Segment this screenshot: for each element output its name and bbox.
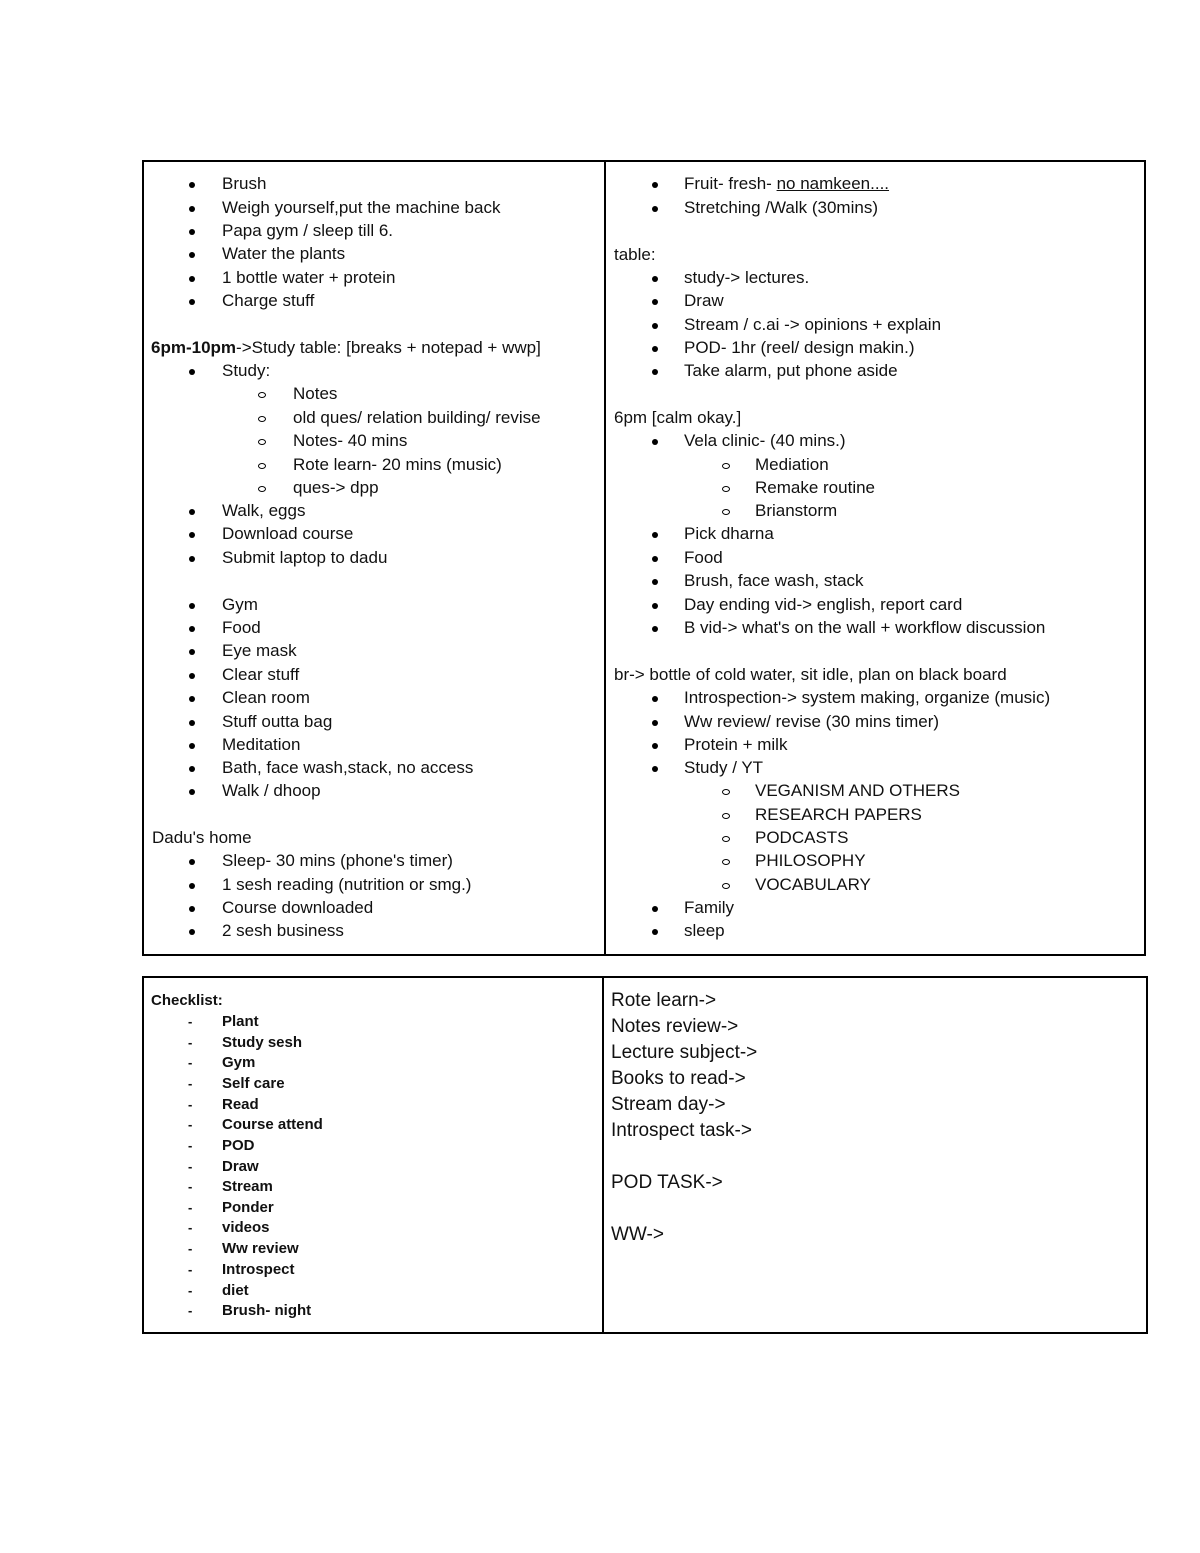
list-item: Brush, face wash, stack xyxy=(684,571,864,590)
sub-item: Brianstorm xyxy=(755,501,838,520)
sub-item: ques-> dpp xyxy=(293,478,379,497)
checklist-table xyxy=(142,976,1148,1334)
sub-item: PODCASTS xyxy=(755,828,849,847)
bullet xyxy=(652,579,658,585)
review-line: Introspect task-> xyxy=(611,1120,752,1141)
list-item: Food xyxy=(684,548,723,567)
dadu-heading: Dadu's home xyxy=(152,828,252,847)
ww-line: WW-> xyxy=(611,1224,664,1245)
bullet xyxy=(652,766,658,772)
review-line: Rote learn-> xyxy=(611,990,717,1011)
bullet xyxy=(189,673,195,679)
checklist-item: Draw xyxy=(222,1158,259,1175)
list-item: Download course xyxy=(222,524,354,543)
study-heading xyxy=(151,338,541,358)
review-line: Books to read-> xyxy=(611,1068,746,1089)
list-item: Food xyxy=(222,618,261,637)
dash-marker: - xyxy=(188,1076,193,1091)
bullet xyxy=(189,556,195,562)
list-item: Take alarm, put phone aside xyxy=(684,361,898,380)
study-heading-rest: ->Study table: [breaks + notepad + wwp] xyxy=(236,338,541,357)
routine-table xyxy=(142,160,1146,956)
checklist-item: POD xyxy=(222,1137,255,1154)
sub-bullet xyxy=(258,392,266,398)
bullet xyxy=(652,206,658,212)
dash-marker: - xyxy=(188,1035,193,1050)
bullet xyxy=(189,626,195,632)
bullet xyxy=(189,929,195,935)
sub-bullet xyxy=(722,883,730,889)
checklist-item: Read xyxy=(222,1096,259,1113)
list-item: Ww review/ revise (30 mins timer) xyxy=(684,712,940,731)
bullet xyxy=(652,556,658,562)
checklist-cell xyxy=(144,978,602,1332)
review-cell xyxy=(604,978,1146,1332)
sixpm-heading: 6pm [calm okay.] xyxy=(614,408,742,427)
list-item: 1 bottle water + protein xyxy=(222,268,396,287)
bullet xyxy=(652,603,658,609)
sub-item: old ques/ relation building/ revise xyxy=(293,408,541,427)
sub-bullet xyxy=(722,813,730,819)
sub-item: Notes xyxy=(293,384,338,403)
bullet xyxy=(189,720,195,726)
list-item: Clean room xyxy=(222,688,310,707)
bullet xyxy=(189,252,195,258)
dash-marker: - xyxy=(188,1241,193,1256)
pod-task-line: POD TASK-> xyxy=(611,1172,723,1193)
bullet xyxy=(652,929,658,935)
bullet xyxy=(189,766,195,772)
sub-bullet xyxy=(722,486,730,492)
checklist-item: diet xyxy=(222,1282,249,1299)
fruit-underlined: no namkeen.... xyxy=(776,174,890,193)
list-item: Clear stuff xyxy=(222,665,300,684)
bullet xyxy=(189,789,195,795)
dash-marker: - xyxy=(188,1262,193,1277)
dash-marker: - xyxy=(188,1200,193,1215)
list-item: Stuff outta bag xyxy=(222,712,333,731)
review-line: Stream day-> xyxy=(611,1094,726,1115)
bullet xyxy=(189,649,195,655)
sub-bullet xyxy=(258,439,266,445)
table-heading: table: xyxy=(614,245,656,264)
bullet xyxy=(652,439,658,445)
dash-marker: - xyxy=(188,1014,193,1029)
list-item: B vid-> what's on the wall + workflow discussion xyxy=(684,618,1046,637)
list-item: Stream / c.ai -> opinions + explain xyxy=(684,315,942,334)
bullet xyxy=(652,696,658,702)
list-item: Sleep- 30 mins (phone's timer) xyxy=(222,851,453,870)
checklist-item: Self care xyxy=(222,1075,285,1092)
bullet xyxy=(652,276,658,282)
list-item: Introspection-> system making, organize (music) xyxy=(684,688,1051,707)
bullet xyxy=(189,206,195,212)
checklist-item: Stream xyxy=(222,1178,273,1195)
list-item: Brush xyxy=(222,174,267,193)
bullet xyxy=(652,182,658,188)
list-item xyxy=(684,174,889,194)
checklist-item: Introspect xyxy=(222,1261,295,1278)
bullet xyxy=(652,906,658,912)
br-heading: br-> bottle of cold water, sit idle, plan on black board xyxy=(614,665,1007,684)
dash-marker: - xyxy=(188,1138,193,1153)
dash-marker: - xyxy=(188,1179,193,1194)
list-item: 1 sesh reading (nutrition or smg.) xyxy=(222,875,472,894)
right-cell xyxy=(606,162,1144,954)
list-item: Submit laptop to dadu xyxy=(222,548,388,567)
checklist-item: Gym xyxy=(222,1054,256,1071)
checklist-item: Course attend xyxy=(222,1116,323,1133)
bullet xyxy=(652,743,658,749)
bullet xyxy=(652,626,658,632)
list-item: Vela clinic- (40 mins.) xyxy=(684,431,846,450)
sub-item: VOCABULARY xyxy=(755,875,871,894)
sub-bullet xyxy=(258,486,266,492)
study-heading-time: 6pm-10pm xyxy=(151,338,237,357)
list-item: Gym xyxy=(222,595,258,614)
list-item: Day ending vid-> english, report card xyxy=(684,595,963,614)
checklist-item: Brush- night xyxy=(222,1302,312,1319)
dash-marker: - xyxy=(188,1303,193,1318)
bullet xyxy=(189,532,195,538)
bullet xyxy=(189,883,195,889)
checklist-item: Plant xyxy=(222,1013,259,1030)
list-item: Protein + milk xyxy=(684,735,788,754)
sub-bullet xyxy=(722,859,730,865)
sub-item: PHILOSOPHY xyxy=(755,851,866,870)
list-item: 2 sesh business xyxy=(222,921,344,940)
list-item: Study / YT xyxy=(684,758,764,777)
list-item: Meditation xyxy=(222,735,301,754)
sub-item: RESEARCH PAPERS xyxy=(755,805,922,824)
bullet xyxy=(652,346,658,352)
bullet xyxy=(189,696,195,702)
bullet xyxy=(652,532,658,538)
checklist-title: Checklist: xyxy=(151,992,223,1009)
list-item: Water the plants xyxy=(222,244,346,263)
checklist-item: Study sesh xyxy=(222,1034,303,1051)
bullet xyxy=(189,603,195,609)
sub-item: Remake routine xyxy=(755,478,876,497)
dash-marker: - xyxy=(188,1283,193,1298)
list-item: Pick dharna xyxy=(684,524,774,543)
sub-item: Notes- 40 mins xyxy=(293,431,408,450)
list-item: Walk / dhoop xyxy=(222,781,321,800)
list-item: Stretching /Walk (30mins) xyxy=(684,198,878,217)
bullet xyxy=(189,509,195,515)
dash-marker: - xyxy=(188,1220,193,1235)
sub-item: Rote learn- 20 mins (music) xyxy=(293,455,502,474)
sub-bullet xyxy=(258,416,266,422)
list-item: Eye mask xyxy=(222,641,297,660)
dash-marker: - xyxy=(188,1117,193,1132)
checklist-item: Ponder xyxy=(222,1199,274,1216)
list-item: Family xyxy=(684,898,735,917)
review-line: Lecture subject-> xyxy=(611,1042,758,1063)
sub-bullet xyxy=(722,463,730,469)
list-item: Study: xyxy=(222,361,271,380)
bullet xyxy=(652,369,658,375)
dash-marker: - xyxy=(188,1097,193,1112)
list-item: Walk, eggs xyxy=(222,501,306,520)
sub-bullet xyxy=(722,509,730,515)
checklist-item: videos xyxy=(222,1219,270,1236)
sub-bullet xyxy=(722,836,730,842)
list-item: study-> lectures. xyxy=(684,268,810,287)
left-cell xyxy=(144,162,604,954)
list-item: Course downloaded xyxy=(222,898,374,917)
sub-item: VEGANISM AND OTHERS xyxy=(755,781,960,800)
dash-marker: - xyxy=(188,1159,193,1174)
sub-bullet xyxy=(258,463,266,469)
bullet xyxy=(189,369,195,375)
bullet xyxy=(189,299,195,305)
bullet xyxy=(189,906,195,912)
bullet xyxy=(652,323,658,329)
bullet xyxy=(652,720,658,726)
bullet xyxy=(189,229,195,235)
bullet xyxy=(189,859,195,865)
bullet xyxy=(189,182,195,188)
list-item: Weigh yourself,put the machine back xyxy=(222,198,501,217)
list-item: Papa gym / sleep till 6. xyxy=(222,221,394,240)
list-item: Charge stuff xyxy=(222,291,315,310)
checklist-item: Ww review xyxy=(222,1240,299,1257)
review-line: Notes review-> xyxy=(611,1016,739,1037)
bullet xyxy=(189,276,195,282)
dash-marker: - xyxy=(188,1055,193,1070)
fruit-prefix: Fruit- fresh- xyxy=(684,174,777,193)
bullet xyxy=(189,743,195,749)
sub-bullet xyxy=(722,789,730,795)
sub-item: Mediation xyxy=(755,455,829,474)
list-item: sleep xyxy=(684,921,725,940)
list-item: Draw xyxy=(684,291,724,310)
bullet xyxy=(652,299,658,305)
list-item: Bath, face wash,stack, no access xyxy=(222,758,474,777)
list-item: POD- 1hr (reel/ design makin.) xyxy=(684,338,915,357)
